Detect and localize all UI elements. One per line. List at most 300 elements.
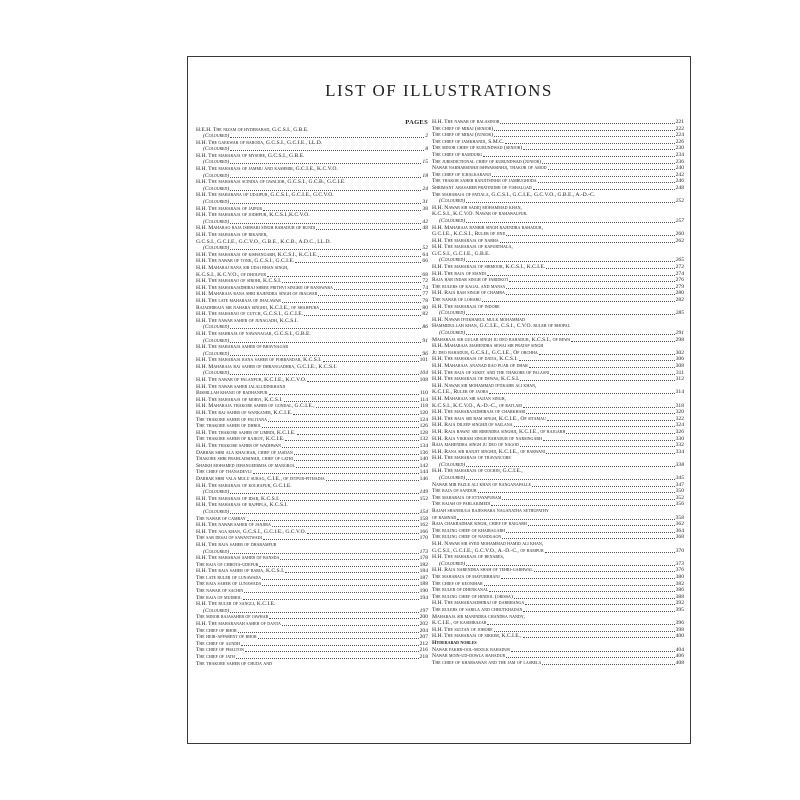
entry-line: [196, 245, 428, 252]
entry-line: [196, 265, 428, 272]
entry-line: [432, 323, 684, 330]
entry-line: [196, 489, 428, 496]
entry-line: [432, 363, 684, 370]
entry-line: [196, 370, 428, 377]
dot-leader: [546, 268, 674, 269]
illustration-entry: [432, 416, 684, 423]
entry-title: H.H. The maharaja of jodhpur, K.C.S.I.,K.C.V.O.: [196, 212, 310, 219]
illustration-entry: [196, 410, 428, 417]
illustration-entry: [432, 640, 684, 647]
dot-leader: [457, 519, 674, 520]
page-number: 311: [675, 369, 684, 376]
entry-line: [432, 495, 684, 502]
dot-leader: [523, 611, 674, 612]
page-number: 362: [675, 521, 684, 528]
entry-title: H.H. The maharaja of mysore, G.C.S.I., G.B.E.: [196, 152, 305, 159]
entry-title: H.H. Maharaja sir sajjan singh,: [432, 395, 506, 402]
entry-title: H.H. The maharaja of travancore: [432, 455, 511, 462]
dot-leader: [269, 618, 418, 619]
page-number: 216: [419, 647, 428, 654]
entry-title: H.H. The maharaja rana saheb of porbandar, K.C.S.I.: [196, 357, 322, 364]
entry-title: H.H. Raja ram singh of chamba: [432, 290, 505, 297]
dot-leader: [238, 632, 419, 633]
entry-line: [432, 251, 684, 258]
page-number: 162: [419, 522, 428, 529]
entry-line: [196, 496, 428, 503]
dot-leader: [520, 380, 674, 381]
entry-line: [196, 390, 428, 397]
illustration-entry: [196, 225, 428, 232]
entry-title: H.H. Maharaja mahendra sewai sir pratap singh: [432, 343, 544, 350]
dot-leader: [230, 190, 421, 191]
page-number: 230: [675, 145, 684, 152]
entry-title: H.H. The maharaja of sikkim, K.C.I.E.,: [432, 633, 522, 640]
dot-leader: [525, 604, 674, 605]
entry-title: The chief of jath: [196, 654, 235, 660]
entry-title: The maharaja of ettayapuram: [432, 494, 502, 501]
page-number: 356: [675, 501, 684, 508]
entry-line: [196, 555, 428, 562]
entry-title: H.H. The nawab of tonk, G.C.S.I., G.C.I.E.: [196, 258, 295, 265]
page-number: 86: [422, 324, 428, 331]
illustration-entry: [432, 205, 684, 225]
page-number: 78: [422, 297, 428, 304]
illustration-entry: [196, 443, 428, 450]
entry-title: H.H. The nawab of palanpur, K.C.I.E., K.C.V.O.: [196, 377, 307, 384]
entry-title: H.H. The maharaja of kolhapur, G.C.I.E.: [196, 482, 292, 489]
page-number: 218: [419, 654, 428, 660]
entry-line: [196, 305, 428, 312]
entry-title: H.H. The raja saheb of dharampur: [196, 541, 277, 548]
illustration-entry: [196, 641, 428, 648]
dot-leader: [550, 374, 675, 375]
entry-title: The chief of thanadevli: [196, 469, 252, 476]
dot-leader: [539, 354, 675, 355]
illustration-entry: [196, 311, 428, 318]
illustration-entry: [432, 132, 684, 139]
entry-line: [196, 272, 428, 279]
entry-title: K.C.I.E., of kasimbazar: [432, 620, 487, 627]
entry-title: H.H. The maharaja of rajpipla, K.C.S.I.: [196, 502, 288, 509]
dot-leader: [538, 182, 675, 183]
page-number: 110: [419, 390, 428, 397]
dot-leader: [506, 288, 674, 289]
illustration-entry: [432, 594, 684, 601]
page-number: 265: [675, 257, 684, 264]
entry-title: Ju deo bahadur, G.C.S.I., G.C.I.E., Of orchha: [432, 349, 538, 356]
page-title: LIST OF ILLUSTRATIONS: [325, 81, 553, 100]
entry-title: The rulers of sarila and chhutkhadan: [432, 606, 523, 613]
illustration-entry: [196, 417, 428, 424]
page-number: 166: [419, 528, 428, 535]
left-column: [196, 119, 428, 667]
page-number: 350: [675, 488, 684, 495]
page-number: 184: [419, 568, 428, 575]
entry-title: H.H. Raja narendra shah of tehri-garhwal: [432, 567, 533, 574]
entry-title: The chief of bhor: [196, 627, 237, 634]
page-number: 52: [422, 245, 428, 252]
page-number: 24: [422, 185, 428, 192]
illustration-entry: [196, 542, 428, 555]
page-number: 200: [419, 614, 428, 621]
entry-title: (Coloured): [439, 475, 466, 482]
entry-title: Nawab mir fazle ali khan of banganapalle: [432, 481, 531, 488]
entry-title: The thakore saheb of dhrol: [196, 423, 262, 430]
illustration-entry: [196, 265, 428, 278]
entry-title: Hyderabad nobles: [432, 639, 477, 646]
dot-leader: [230, 493, 418, 494]
page-number: 18: [422, 172, 428, 179]
page-number: 382: [675, 580, 684, 587]
illustration-entry: [196, 614, 428, 621]
entry-line: [432, 225, 684, 232]
entry-line: [196, 252, 428, 259]
entry-line: [196, 575, 428, 582]
page-number: 114: [419, 396, 428, 403]
entry-line: [196, 166, 428, 173]
entry-title: (Coloured): [203, 172, 230, 179]
dot-leader: [509, 281, 674, 282]
page-number: 386: [675, 587, 684, 594]
dot-leader: [484, 585, 675, 586]
entry-line: [432, 594, 684, 601]
entry-title: Bismillah khanji of radhanpur: [196, 390, 268, 397]
illustration-entry: [196, 483, 428, 496]
entry-title: H.H. The thakore saheb of wadhwan: [196, 443, 281, 449]
illustration-entry: [432, 647, 684, 654]
entry-line: [196, 377, 428, 384]
entry-title: Maharaja sir manindra chandra nandy,: [432, 613, 526, 620]
entry-title: H.H. Maharaja ranbir singh rajendra bahadur,: [432, 224, 543, 231]
illustration-entry: [196, 423, 428, 430]
dot-leader: [230, 513, 418, 514]
entry-line: [196, 568, 428, 575]
page-number: 282: [675, 297, 684, 304]
illustration-entry: [432, 271, 684, 278]
illustration-entry: [432, 600, 684, 607]
page-number: 128: [419, 429, 428, 436]
entry-line: [432, 640, 684, 647]
entry-line: [432, 554, 684, 561]
entry-line: [196, 127, 428, 134]
page-number: 279: [675, 283, 684, 290]
entry-title: The sar desai of sawantwadi: [196, 535, 262, 542]
illustration-entry: [196, 318, 428, 331]
illustration-entry: [432, 528, 684, 535]
entry-title: (Coloured): [203, 489, 230, 496]
dot-leader: [533, 189, 675, 190]
illustration-entry: [432, 165, 684, 172]
entry-line: [432, 218, 684, 225]
entry-line: [196, 159, 428, 166]
dot-leader: [297, 434, 419, 435]
left-entry-list: [196, 127, 428, 668]
dot-leader: [230, 328, 421, 329]
entry-title: H.H. The nawab saheb of janjira: [196, 522, 271, 529]
entry-line: [196, 311, 428, 318]
entry-title: of ramnad: [432, 514, 457, 521]
entry-line: [432, 409, 684, 416]
entry-title: H.H. The late maharaja of jhalawar: [196, 297, 281, 304]
entry-title: H.H. Nawab sir mohammad iftikahr ali khan,: [432, 382, 537, 389]
entry-line: [196, 608, 428, 615]
entry-title: H.H. The maharaja of datia, K.C.S.I.: [432, 356, 518, 363]
page-number: 400: [675, 633, 684, 640]
dot-leader: [258, 638, 419, 639]
dot-leader: [230, 374, 418, 375]
entry-line: [432, 198, 684, 205]
illustration-entry: [432, 581, 684, 588]
entry-line: [432, 284, 684, 291]
entry-line: [432, 297, 684, 304]
illustration-entry: [432, 554, 684, 567]
entry-title: H.H. Nawab sir sadiq mohammad khan,: [432, 204, 522, 211]
illustration-entry: [432, 627, 684, 634]
page-frame: [187, 56, 691, 744]
page-number: 126: [419, 423, 428, 430]
entry-title: Raja har indar singh of faridkot: [432, 277, 509, 284]
entry-title: K.C.I.E., Ruler of jaora: [432, 389, 489, 396]
dot-leader: [280, 559, 418, 560]
page-number: 101: [419, 357, 428, 364]
entry-line: [196, 647, 428, 654]
entry-title: The late ruler of lunawada: [196, 574, 262, 581]
page-number: 77: [422, 291, 428, 298]
entry-line: [432, 541, 684, 548]
entry-line: [432, 185, 684, 192]
dot-leader: [263, 539, 419, 540]
entry-title: (Coloured): [203, 159, 230, 166]
dot-leader: [294, 454, 419, 455]
illustration-entry: [432, 396, 684, 409]
entry-line: [196, 549, 428, 556]
entry-line: [196, 364, 428, 371]
entry-line: [432, 653, 684, 660]
entry-title: K.C.S.I., K.C.V.O., A.-D.-C., of ratlam: [432, 402, 522, 409]
entry-title: H.H. Maharaja rana shri rajendra singh of jhalwar: [196, 291, 318, 298]
entry-title: The chief of jamkhandi, S.M.C.: [432, 138, 505, 145]
page-number: 66: [422, 258, 428, 265]
page-number: 221: [675, 119, 684, 125]
entry-title: Darbar shri ala khachar, chief of jasdan: [196, 449, 293, 456]
illustration-entry: [196, 285, 428, 292]
illustration-entry: [196, 529, 428, 536]
entry-title: The chief of aundh: [196, 640, 241, 647]
page-number: 154: [419, 508, 428, 515]
dot-leader: [285, 440, 418, 441]
illustration-entry: [196, 206, 428, 213]
dot-leader: [323, 361, 419, 362]
entry-line: [196, 206, 428, 213]
entry-line: [432, 271, 684, 278]
illustration-entry: [196, 291, 428, 298]
page-number: 158: [419, 515, 428, 522]
entry-title: H.H. The raja saheb of baria, K.C.S.I.: [196, 568, 285, 575]
page-number: 136: [419, 449, 428, 456]
illustration-entry: [196, 575, 428, 582]
entry-line: [196, 634, 428, 641]
dot-leader: [489, 591, 674, 592]
entry-line: [196, 443, 428, 450]
entry-title: K.C.S.I., K.C.V.O. Nawab of bahawalpur.: [432, 211, 528, 218]
entry-line: [196, 621, 428, 628]
entry-line: [196, 384, 428, 391]
entry-line: [196, 291, 428, 298]
page-number: 108: [419, 377, 428, 384]
illustration-entry: [196, 535, 428, 542]
entry-title: H.H. Maharaja raj saheb of dhrangadhra, G.C.I.E., K.C.S.I.: [196, 363, 337, 370]
page-number: 222: [675, 125, 684, 132]
entry-line: [432, 600, 684, 607]
page-number: 314: [675, 389, 684, 396]
entry-title: (Coloured): [439, 560, 466, 567]
entry-line: [432, 508, 684, 515]
entry-title: H.H. Raja vikram singh bahadur of narsingarh: [432, 435, 542, 442]
entry-line: [196, 278, 428, 285]
entry-line: [432, 257, 684, 264]
entry-line: [432, 482, 684, 489]
illustration-entry: [196, 502, 428, 515]
entry-title: The rajah of parlakimedi: [432, 501, 491, 508]
dot-leader: [501, 578, 675, 579]
illustration-entry: [432, 383, 684, 396]
dot-leader: [506, 657, 674, 658]
illustration-entry: [196, 344, 428, 357]
entry-title: The raja of mudhol: [196, 594, 242, 601]
page-number: 398: [675, 626, 684, 633]
entry-line: [196, 410, 428, 417]
entry-line: [432, 528, 684, 535]
entry-title: H.H. Maharao raja ishwari singh bahadur of bundi: [196, 225, 316, 232]
illustration-entry: [432, 653, 684, 660]
entry-title: The chief of keonjhar: [432, 580, 483, 587]
illustration-entry: [196, 377, 428, 384]
illustration-entry: [432, 455, 684, 468]
entry-line: [432, 145, 684, 152]
illustration-entry: [432, 449, 684, 456]
dot-leader: [230, 163, 421, 164]
page-number: 142: [419, 462, 428, 469]
entry-line: [196, 588, 428, 595]
page-number: 173: [419, 548, 428, 555]
entry-title: (Coloured): [203, 199, 230, 206]
illustration-entry: [432, 139, 684, 146]
page-number: 358: [675, 514, 684, 521]
page-number: 64: [422, 251, 428, 258]
entry-title: The chief of miraj (junior): [432, 132, 493, 139]
page-number: 320: [675, 409, 684, 416]
illustration-entry: [196, 166, 428, 179]
page-number: 408: [675, 659, 684, 666]
illustration-entry: [432, 343, 684, 356]
illustration-entry: [196, 305, 428, 312]
entry-line: [196, 397, 428, 404]
entry-title: H.H. The maharaja of dewas, K.C.S.I.: [432, 376, 520, 383]
dot-leader: [282, 302, 422, 303]
entry-title: The nawab of cambay: [196, 515, 246, 522]
illustration-entry: [196, 403, 428, 410]
dot-leader: [506, 532, 675, 533]
page-number: 380: [675, 573, 684, 580]
illustration-entry: [432, 587, 684, 594]
dot-leader: [307, 533, 419, 534]
illustration-entry: [432, 468, 684, 481]
dot-leader: [466, 314, 674, 315]
entry-title: The maharaja of mayurbhanj: [432, 573, 500, 580]
dot-leader: [282, 625, 419, 626]
dot-leader: [230, 177, 421, 178]
entry-line: [432, 455, 684, 462]
page-number: 272: [675, 264, 684, 271]
entry-title: Rajah shanmuga rajeswara naganatha sethupathy: [432, 508, 549, 515]
page-number: 274: [675, 270, 684, 277]
page-number: 104: [419, 370, 428, 377]
page-number: 291: [675, 330, 684, 336]
illustration-entry: [432, 337, 684, 344]
entry-line: [196, 338, 428, 345]
entry-line: [432, 244, 684, 251]
entry-title: The ruling chief of khairagarh: [432, 527, 506, 534]
page-number: 242: [675, 171, 684, 178]
entry-line: [196, 225, 428, 232]
entry-title: The raja saheb of lunawada: [196, 581, 262, 588]
dot-leader: [482, 301, 675, 302]
dot-leader: [282, 282, 421, 283]
entry-title: G.C.S.I., G.C.I.E., G.C.V.O., A.-D.-C., of rampur: [432, 547, 544, 554]
page-number: 280: [675, 290, 684, 297]
entry-title: The raja of chhota-udepur: [196, 561, 259, 568]
page-number: 345: [675, 475, 684, 482]
entry-line: [196, 298, 428, 305]
entry-line: [432, 449, 684, 456]
illustration-entry: [432, 614, 684, 627]
entry-line: [196, 173, 428, 180]
dot-leader: [492, 176, 675, 177]
entry-line: [196, 476, 428, 483]
entry-title: (Coloured): [203, 146, 230, 153]
entry-title: H.H. The maharanah saheb of danta: [196, 621, 281, 628]
entry-title: The thakor saheb ranjitsinhji of jambughoda: [432, 178, 537, 185]
page-number: 334: [675, 448, 684, 455]
entry-line: [432, 205, 684, 212]
entry-title: Raja chakradhar singh, chief of raigarh: [432, 521, 527, 528]
dot-leader: [294, 460, 419, 461]
dot-leader: [262, 579, 418, 580]
entry-title: H.H. Maharaja thakore saheb of gondal, G.C.I.E.,: [196, 403, 315, 410]
entry-line: [432, 231, 684, 238]
page-number: 68: [422, 271, 428, 278]
illustration-entry: [432, 126, 684, 133]
page-number: 388: [675, 593, 684, 600]
dot-leader: [262, 585, 418, 586]
dot-leader: [269, 394, 419, 395]
illustration-entry: [196, 364, 428, 377]
illustration-entry: [432, 376, 684, 383]
page-number: 404: [675, 646, 684, 653]
entry-line: [196, 285, 428, 292]
dot-leader: [532, 486, 675, 487]
entry-line: [432, 310, 684, 317]
entry-line: [196, 522, 428, 529]
entry-line: [196, 331, 428, 338]
entry-title: (Coloured): [203, 324, 230, 331]
illustration-entry: [196, 595, 428, 602]
dot-leader: [334, 289, 422, 290]
entry-title: Maharaja sir gulab singh ju deo bahadur, K.C.S.I., of rewa: [432, 336, 571, 343]
page-number: 370: [675, 547, 684, 554]
entry-title: (Coloured): [439, 257, 466, 264]
entry-title: The heir-apparent of bhor: [196, 634, 257, 641]
